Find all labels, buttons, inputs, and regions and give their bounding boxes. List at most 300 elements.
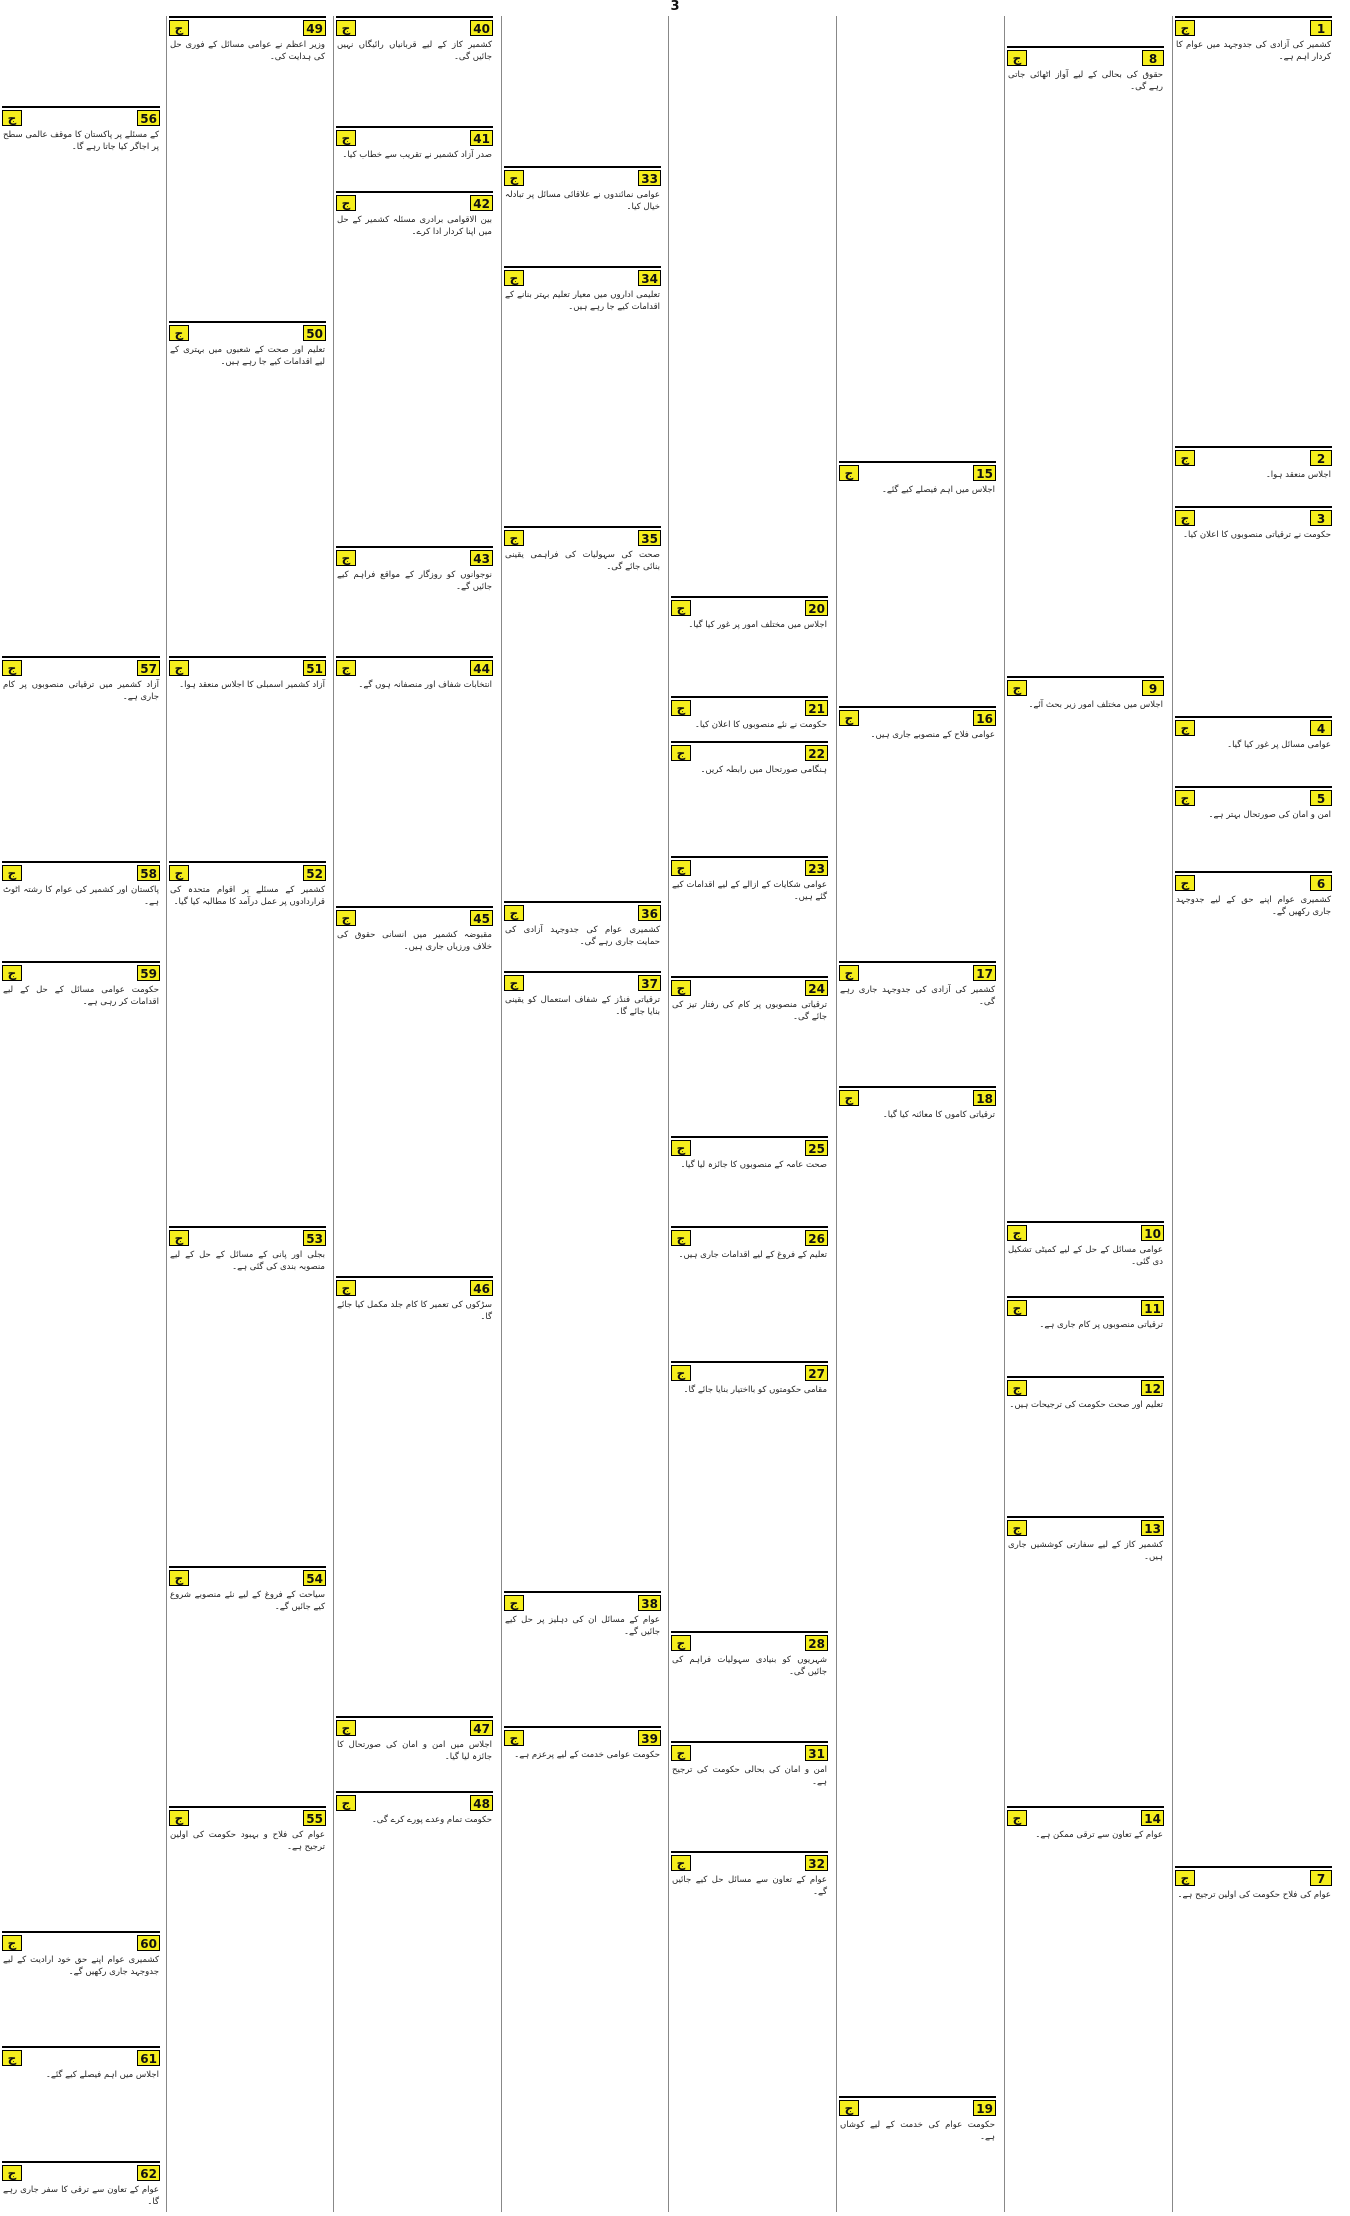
news-item-tag: ج bbox=[1175, 720, 1195, 736]
news-item-text: کشمیری عوام اپنے حق کے لیے جدوجہد جاری رکھیں گے۔ bbox=[1176, 895, 1331, 917]
news-item-header bbox=[671, 1228, 828, 1248]
news-item-header bbox=[504, 973, 661, 993]
news-column bbox=[501, 16, 663, 2212]
news-item bbox=[336, 656, 493, 906]
news-column bbox=[836, 16, 998, 2212]
news-item-number: 50 bbox=[303, 325, 326, 341]
news-item-header bbox=[839, 2098, 996, 2118]
news-item-number: 36 bbox=[638, 905, 661, 921]
news-item-number: 57 bbox=[137, 660, 160, 676]
news-item-tag: ج bbox=[504, 1730, 524, 1746]
news-item-tag: ج bbox=[169, 1570, 189, 1586]
news-item bbox=[671, 976, 828, 1136]
news-column bbox=[333, 16, 495, 2212]
news-item-header bbox=[1007, 1518, 1164, 1538]
news-item bbox=[1175, 1866, 1332, 2212]
news-item-number: 32 bbox=[805, 1855, 828, 1871]
news-item-tag: ج bbox=[504, 1595, 524, 1611]
news-item-text: اجلاس میں مختلف امور پر غور کیا گیا۔ bbox=[688, 620, 827, 630]
news-item-number: 49 bbox=[303, 20, 326, 36]
news-item-tag: ج bbox=[504, 905, 524, 921]
news-item-tag: ج bbox=[1007, 1520, 1027, 1536]
news-item-header bbox=[839, 708, 996, 728]
news-item bbox=[169, 861, 326, 1226]
news-item-tag: ج bbox=[671, 1855, 691, 1871]
news-item-header bbox=[2, 963, 160, 983]
news-item-text: آزاد کشمیر اسمبلی کا اجلاس منعقد ہوا۔ bbox=[179, 680, 325, 690]
news-item-tag: ج bbox=[504, 530, 524, 546]
news-item-number: 42 bbox=[470, 195, 493, 211]
news-item bbox=[504, 971, 661, 1591]
news-item-number: 38 bbox=[638, 1595, 661, 1611]
news-item-tag: ج bbox=[336, 1795, 356, 1811]
news-item-text: اجلاس میں مختلف امور زیر بحث آئے۔ bbox=[1028, 700, 1163, 710]
news-item-tag: ج bbox=[336, 1720, 356, 1736]
news-item-header bbox=[1175, 18, 1332, 38]
news-item-tag: ج bbox=[336, 550, 356, 566]
news-item bbox=[504, 901, 661, 971]
news-item-header bbox=[671, 1363, 828, 1383]
news-item-text: ترقیاتی فنڈز کے شفاف استعمال کو یقینی بنایا جائے گا۔ bbox=[505, 995, 660, 1017]
news-item-number: 53 bbox=[303, 1230, 326, 1246]
news-item-text: اجلاس میں اہم فیصلے کیے گئے۔ bbox=[881, 485, 995, 495]
news-item-tag: ج bbox=[1007, 1380, 1027, 1396]
news-item-tag: ج bbox=[504, 170, 524, 186]
news-item bbox=[504, 526, 661, 901]
news-item-number: 17 bbox=[973, 965, 996, 981]
news-item-text: کشمیر کی آزادی کی جدوجہد میں عوام کا کردار اہم ہے۔ bbox=[1176, 40, 1331, 62]
news-item bbox=[169, 656, 326, 861]
news-item bbox=[1175, 871, 1332, 1866]
news-item-text: تعلیمی اداروں میں معیار تعلیم بہتر بنانے کے اقدامات کیے جا رہے ہیں۔ bbox=[505, 290, 660, 312]
news-item bbox=[1007, 676, 1164, 1221]
news-item bbox=[2, 1931, 160, 2046]
news-item-header bbox=[336, 18, 493, 38]
news-item-header bbox=[671, 978, 828, 998]
news-item-tag: ج bbox=[169, 20, 189, 36]
news-item-header bbox=[169, 1568, 326, 1588]
news-item bbox=[2, 2161, 160, 2212]
news-item bbox=[671, 741, 828, 856]
news-item bbox=[2, 106, 160, 656]
news-item bbox=[671, 696, 828, 741]
news-item-number: 40 bbox=[470, 20, 493, 36]
news-item bbox=[1007, 1806, 1164, 2212]
news-item-number: 33 bbox=[638, 170, 661, 186]
news-column bbox=[0, 16, 162, 2212]
news-item-text: عوام کی فلاح حکومت کی اولین ترجیح ہے۔ bbox=[1177, 1890, 1331, 1900]
news-item-text: تعلیم کے فروغ کے لیے اقدامات جاری ہیں۔ bbox=[678, 1250, 827, 1260]
news-item bbox=[336, 546, 493, 656]
news-item-number: 18 bbox=[973, 1090, 996, 1106]
news-item-number: 23 bbox=[805, 860, 828, 876]
news-item bbox=[1175, 446, 1332, 506]
news-item bbox=[671, 596, 828, 696]
news-item bbox=[336, 16, 493, 126]
news-item-tag: ج bbox=[839, 710, 859, 726]
news-item-number: 11 bbox=[1141, 1300, 1164, 1316]
news-item-text: ترقیاتی منصوبوں پر کام کی رفتار تیز کی جائے گی۔ bbox=[672, 1000, 827, 1022]
news-item-tag: ج bbox=[2, 965, 22, 981]
news-item-tag: ج bbox=[671, 700, 691, 716]
news-item-header bbox=[1175, 788, 1332, 808]
news-item-header bbox=[671, 698, 828, 718]
news-item-text: صدر آزاد کشمیر نے تقریب سے خطاب کیا۔ bbox=[342, 150, 492, 160]
news-item-header bbox=[671, 1138, 828, 1158]
news-item-header bbox=[169, 323, 326, 343]
news-item-number: 41 bbox=[470, 130, 493, 146]
news-item-header bbox=[504, 903, 661, 923]
news-item-number: 48 bbox=[470, 1795, 493, 1811]
news-item-text: اجلاس میں اہم فیصلے کیے گئے۔ bbox=[45, 2070, 159, 2080]
news-item-number: 25 bbox=[805, 1140, 828, 1156]
news-item-header bbox=[336, 128, 493, 148]
news-item-tag: ج bbox=[671, 1140, 691, 1156]
news-item-number: 35 bbox=[638, 530, 661, 546]
news-item-number: 27 bbox=[805, 1365, 828, 1381]
news-item bbox=[504, 166, 661, 266]
news-item-number: 19 bbox=[973, 2100, 996, 2116]
news-item-number: 3 bbox=[1310, 510, 1332, 526]
news-item-number: 60 bbox=[137, 1935, 160, 1951]
news-item-tag: ج bbox=[1007, 680, 1027, 696]
news-item bbox=[1007, 1376, 1164, 1516]
news-item bbox=[1007, 1296, 1164, 1376]
news-item-tag: ج bbox=[169, 1230, 189, 1246]
news-item-number: 45 bbox=[470, 910, 493, 926]
news-item-tag: ج bbox=[671, 1635, 691, 1651]
news-item-header bbox=[169, 658, 326, 678]
news-item-text: تعلیم اور صحت حکومت کی ترجیحات ہیں۔ bbox=[1009, 1400, 1163, 1410]
news-item-header bbox=[504, 268, 661, 288]
news-item-tag: ج bbox=[169, 865, 189, 881]
news-item-header bbox=[2, 2048, 160, 2068]
news-item-tag: ج bbox=[2, 1935, 22, 1951]
news-item-text: عوام کے تعاون سے مسائل حل کیے جائیں گے۔ bbox=[672, 1875, 827, 1897]
news-item-tag: ج bbox=[336, 20, 356, 36]
news-item-number: 44 bbox=[470, 660, 493, 676]
news-item bbox=[336, 1716, 493, 1791]
news-item-text: انتخابات شفاف اور منصفانہ ہوں گے۔ bbox=[358, 680, 492, 690]
news-item-number: 4 bbox=[1310, 720, 1332, 736]
news-item-text: عوامی شکایات کے ازالے کے لیے اقدامات کیے گئے ہیں۔ bbox=[672, 880, 827, 902]
news-item-text: پاکستان اور کشمیر کی عوام کا رشتہ اٹوٹ ہے۔ bbox=[3, 885, 159, 907]
news-item-tag: ج bbox=[671, 1230, 691, 1246]
news-item bbox=[1175, 716, 1332, 786]
news-item-tag: ج bbox=[2, 2165, 22, 2181]
news-item-header bbox=[336, 1278, 493, 1298]
news-item-text: امن و امان کی صورتحال بہتر ہے۔ bbox=[1208, 810, 1331, 820]
news-item bbox=[839, 2096, 996, 2212]
news-item-number: 24 bbox=[805, 980, 828, 996]
news-item-number: 21 bbox=[805, 700, 828, 716]
news-item-text: کشمیری عوام اپنے حق خود ارادیت کے لیے جدوجہد جاری رکھیں گے۔ bbox=[3, 1955, 159, 1977]
news-item bbox=[336, 126, 493, 191]
news-item-tag: ج bbox=[671, 1365, 691, 1381]
news-item-header bbox=[169, 863, 326, 883]
news-item-text: عوام کے تعاون سے ترقی ممکن ہے۔ bbox=[1035, 1830, 1163, 1840]
news-item-text: امن و امان کی بحالی حکومت کی ترجیح ہے۔ bbox=[672, 1765, 827, 1787]
news-item-text: ترقیاتی منصوبوں پر کام جاری ہے۔ bbox=[1039, 1320, 1163, 1330]
news-item-text: آزاد کشمیر میں ترقیاتی منصوبوں پر کام جاری ہے۔ bbox=[3, 680, 159, 702]
news-item bbox=[2, 961, 160, 1931]
news-item bbox=[169, 16, 326, 321]
news-item-text: کے مسئلے پر پاکستان کا موقف عالمی سطح پر اجاگر کیا جاتا رہے گا۔ bbox=[3, 130, 159, 152]
news-column bbox=[166, 16, 328, 2212]
news-item-number: 1 bbox=[1310, 20, 1332, 36]
news-item-text: سڑکوں کی تعمیر کا کام جلد مکمل کیا جائے گا۔ bbox=[337, 1300, 492, 1322]
news-item-header bbox=[336, 658, 493, 678]
news-item-tag: ج bbox=[336, 195, 356, 211]
news-item-text: ترقیاتی کاموں کا معائنہ کیا گیا۔ bbox=[882, 1110, 995, 1120]
news-item-text: عوام کی فلاح و بہبود حکومت کی اولین ترجیح ہے۔ bbox=[170, 1830, 325, 1852]
news-item-number: 51 bbox=[303, 660, 326, 676]
news-item bbox=[336, 1276, 493, 1716]
news-item-text: اجلاس میں امن و امان کی صورتحال کا جائزہ لیا گیا۔ bbox=[337, 1740, 492, 1762]
news-item-tag: ج bbox=[169, 1810, 189, 1826]
news-item-header bbox=[671, 858, 828, 878]
news-item-header bbox=[169, 1228, 326, 1248]
news-item bbox=[169, 321, 326, 656]
news-item-header bbox=[504, 1593, 661, 1613]
news-item-tag: ج bbox=[336, 1280, 356, 1296]
news-item-tag: ج bbox=[1175, 790, 1195, 806]
news-item-number: 15 bbox=[973, 465, 996, 481]
news-item-number: 62 bbox=[137, 2165, 160, 2181]
news-item-tag: ج bbox=[2, 865, 22, 881]
news-item-number: 37 bbox=[638, 975, 661, 991]
news-item-text: کشمیر کی آزادی کی جدوجہد جاری رہے گی۔ bbox=[840, 985, 995, 1007]
news-item bbox=[671, 1741, 828, 1851]
news-item-tag: ج bbox=[169, 325, 189, 341]
news-item bbox=[2, 656, 160, 861]
news-column bbox=[668, 16, 830, 2212]
news-item-number: 31 bbox=[805, 1745, 828, 1761]
news-item-tag: ج bbox=[504, 975, 524, 991]
news-item-tag: ج bbox=[2, 110, 22, 126]
news-item-header bbox=[336, 548, 493, 568]
news-item-header bbox=[1175, 1868, 1332, 1888]
news-item bbox=[169, 1806, 326, 2212]
news-item-header bbox=[2, 863, 160, 883]
news-item bbox=[1007, 1516, 1164, 1806]
news-item bbox=[336, 191, 493, 546]
page-number: 3 bbox=[670, 0, 680, 14]
news-item bbox=[504, 266, 661, 526]
news-item-number: 43 bbox=[470, 550, 493, 566]
news-item-header bbox=[671, 598, 828, 618]
news-item-number: 52 bbox=[303, 865, 326, 881]
news-item-header bbox=[1175, 718, 1332, 738]
news-item-number: 39 bbox=[638, 1730, 661, 1746]
news-item bbox=[839, 961, 996, 1086]
news-item-number: 22 bbox=[805, 745, 828, 761]
news-item bbox=[1007, 46, 1164, 676]
news-item-tag: ج bbox=[1175, 20, 1195, 36]
news-column bbox=[1004, 16, 1166, 2212]
news-item-text: عوامی مسائل پر غور کیا گیا۔ bbox=[1227, 740, 1331, 750]
news-column bbox=[1172, 16, 1334, 2212]
news-item-header bbox=[2, 108, 160, 128]
news-item-header bbox=[671, 1743, 828, 1763]
news-item bbox=[336, 906, 493, 1276]
news-item-text: عوام کے تعاون سے ترقی کا سفر جاری رہے گا۔ bbox=[3, 2185, 159, 2207]
news-item-text: عوامی فلاح کے منصوبے جاری ہیں۔ bbox=[870, 730, 995, 740]
news-item-header bbox=[336, 1718, 493, 1738]
news-item-number: 46 bbox=[470, 1280, 493, 1296]
news-item-text: حقوق کی بحالی کے لیے آواز اٹھائی جاتی رہے گی۔ bbox=[1008, 70, 1163, 92]
news-item-number: 14 bbox=[1141, 1810, 1164, 1826]
news-item-tag: ج bbox=[169, 660, 189, 676]
news-item bbox=[1175, 506, 1332, 716]
news-item-text: شہریوں کو بنیادی سہولیات فراہم کی جائیں گی۔ bbox=[672, 1655, 827, 1677]
news-item-number: 28 bbox=[805, 1635, 828, 1651]
news-item-number: 12 bbox=[1141, 1380, 1164, 1396]
news-item-tag: ج bbox=[336, 130, 356, 146]
news-item-text: بین الاقوامی برادری مسئلہ کشمیر کے حل میں اپنا کردار ادا کرے۔ bbox=[337, 215, 492, 237]
news-item bbox=[1007, 1221, 1164, 1296]
news-item bbox=[839, 461, 996, 706]
news-item-number: 34 bbox=[638, 270, 661, 286]
news-item-text: صحت کی سہولیات کی فراہمی یقینی بنائی جائے گی۔ bbox=[505, 550, 660, 572]
news-item-tag: ج bbox=[671, 1745, 691, 1761]
news-item-tag: ج bbox=[839, 1090, 859, 1106]
news-item-tag: ج bbox=[671, 980, 691, 996]
news-item-tag: ج bbox=[2, 2050, 22, 2066]
news-item-text: عوامی مسائل کے حل کے لیے کمیٹی تشکیل دی گئی۔ bbox=[1008, 1245, 1163, 1267]
news-item-number: 13 bbox=[1141, 1520, 1164, 1536]
news-item-text: حکومت عوامی مسائل کے حل کے لیے اقدامات کر رہی ہے۔ bbox=[3, 985, 159, 1007]
news-item-header bbox=[336, 908, 493, 928]
news-item-header bbox=[1007, 1808, 1164, 1828]
news-item bbox=[336, 1791, 493, 2212]
news-item-tag: ج bbox=[1007, 50, 1027, 66]
news-item-header bbox=[1175, 508, 1332, 528]
news-item-header bbox=[504, 528, 661, 548]
news-item-header bbox=[1175, 448, 1332, 468]
news-item-tag: ج bbox=[504, 270, 524, 286]
news-item-header bbox=[336, 193, 493, 213]
news-item-header bbox=[1007, 1223, 1164, 1243]
news-item-header bbox=[839, 463, 996, 483]
news-item bbox=[839, 706, 996, 961]
news-item-number: 56 bbox=[137, 110, 160, 126]
news-item-header bbox=[671, 743, 828, 763]
news-item-tag: ج bbox=[839, 965, 859, 981]
news-item bbox=[504, 1726, 661, 2212]
news-item-text: سیاحت کے فروغ کے لیے نئے منصوبے شروع کیے جائیں گے۔ bbox=[170, 1590, 325, 1612]
news-item-tag: ج bbox=[1007, 1810, 1027, 1826]
news-item-text: حکومت نے ترقیاتی منصوبوں کا اعلان کیا۔ bbox=[1183, 530, 1331, 540]
news-item-number: 2 bbox=[1310, 450, 1332, 466]
news-item-number: 47 bbox=[470, 1720, 493, 1736]
news-item-text: مقامی حکومتوں کو بااختیار بنایا جائے گا۔ bbox=[683, 1385, 827, 1395]
news-item-header bbox=[671, 1853, 828, 1873]
news-item-tag: ج bbox=[1175, 1870, 1195, 1886]
news-item-number: 8 bbox=[1142, 50, 1164, 66]
news-item-number: 61 bbox=[137, 2050, 160, 2066]
news-item-number: 7 bbox=[1310, 1870, 1332, 1886]
news-item-number: 16 bbox=[973, 710, 996, 726]
news-item-header bbox=[169, 1808, 326, 1828]
news-item bbox=[839, 1086, 996, 2096]
news-item-tag: ج bbox=[2, 660, 22, 676]
news-item-text: حکومت عوام کی خدمت کے لیے کوشاں ہے۔ bbox=[840, 2120, 995, 2142]
news-item-tag: ج bbox=[336, 910, 356, 926]
news-item-text: ہنگامی صورتحال میں رابطہ کریں۔ bbox=[700, 765, 827, 775]
news-item bbox=[2, 861, 160, 961]
news-item-header bbox=[1007, 678, 1164, 698]
news-item-header bbox=[1175, 873, 1332, 893]
news-item-text: وزیر اعظم نے عوامی مسائل کے فوری حل کی ہدایت کی۔ bbox=[170, 40, 325, 62]
news-item bbox=[671, 1136, 828, 1226]
news-item bbox=[169, 1566, 326, 1806]
news-item-text: حکومت تمام وعدے پورے کرے گی۔ bbox=[371, 1815, 492, 1825]
news-item-text: کشمیر کاز کے لیے قربانیاں رائیگاں نہیں جائیں گی۔ bbox=[337, 40, 492, 62]
news-item-header bbox=[169, 18, 326, 38]
news-item-header bbox=[1007, 48, 1164, 68]
news-item-tag: ج bbox=[1007, 1300, 1027, 1316]
news-item-text: کشمیر کے مسئلے پر اقوام متحدہ کی قراردادوں پر عمل درآمد کا مطالبہ کیا گیا۔ bbox=[170, 885, 325, 907]
news-item-tag: ج bbox=[839, 2100, 859, 2116]
news-item-number: 9 bbox=[1142, 680, 1164, 696]
news-item bbox=[671, 1851, 828, 2212]
news-item bbox=[671, 1361, 828, 1631]
news-item-tag: ج bbox=[671, 600, 691, 616]
news-item-number: 54 bbox=[303, 1570, 326, 1586]
news-item-header bbox=[2, 658, 160, 678]
news-item-header bbox=[504, 1728, 661, 1748]
news-item-number: 55 bbox=[303, 1810, 326, 1826]
news-item-text: مقبوضہ کشمیر میں انسانی حقوق کی خلاف ورزیاں جاری ہیں۔ bbox=[337, 930, 492, 952]
news-item-tag: ج bbox=[1007, 1225, 1027, 1241]
news-item-text: عوامی نمائندوں نے علاقائی مسائل پر تبادلہ خیال کیا۔ bbox=[505, 190, 660, 212]
news-item-header bbox=[1007, 1298, 1164, 1318]
news-item-number: 58 bbox=[137, 865, 160, 881]
news-item-tag: ج bbox=[1175, 875, 1195, 891]
news-item-tag: ج bbox=[1175, 510, 1195, 526]
news-item-text: کشمیری عوام کی جدوجہد آزادی کی حمایت جاری رہے گی۔ bbox=[505, 925, 660, 947]
news-item-tag: ج bbox=[336, 660, 356, 676]
news-item-text: نوجوانوں کو روزگار کے مواقع فراہم کیے جائیں گے۔ bbox=[337, 570, 492, 592]
news-item-text: کشمیر کاز کے لیے سفارتی کوششیں جاری ہیں۔ bbox=[1008, 1540, 1163, 1562]
news-item bbox=[671, 1631, 828, 1741]
news-item-header bbox=[671, 1633, 828, 1653]
news-item-text: حکومت نے نئے منصوبوں کا اعلان کیا۔ bbox=[694, 720, 827, 730]
news-item bbox=[671, 856, 828, 976]
news-item-number: 26 bbox=[805, 1230, 828, 1246]
news-item-text: اجلاس منعقد ہوا۔ bbox=[1265, 470, 1331, 480]
news-item-text: بجلی اور پانی کے مسائل کے حل کے لیے منصوبہ بندی کی گئی ہے۔ bbox=[170, 1250, 325, 1272]
news-item-header bbox=[1007, 1378, 1164, 1398]
news-item-tag: ج bbox=[839, 465, 859, 481]
news-item-text: صحت عامہ کے منصوبوں کا جائزہ لیا گیا۔ bbox=[680, 1160, 827, 1170]
news-item bbox=[2, 2046, 160, 2161]
news-item bbox=[169, 1226, 326, 1566]
news-item-number: 10 bbox=[1141, 1225, 1164, 1241]
news-item bbox=[1175, 786, 1332, 871]
news-item-tag: ج bbox=[671, 860, 691, 876]
news-item-tag: ج bbox=[671, 745, 691, 761]
news-item-number: 5 bbox=[1310, 790, 1332, 806]
news-item-header bbox=[2, 2163, 160, 2183]
news-item-text: حکومت عوامی خدمت کے لیے پرعزم ہے۔ bbox=[514, 1750, 660, 1760]
news-item-text: تعلیم اور صحت کے شعبوں میں بہتری کے لیے اقدامات کیے جا رہے ہیں۔ bbox=[170, 345, 325, 367]
news-item-number: 59 bbox=[137, 965, 160, 981]
news-item bbox=[1175, 16, 1332, 446]
news-item-header bbox=[839, 1088, 996, 1108]
news-item-number: 20 bbox=[805, 600, 828, 616]
